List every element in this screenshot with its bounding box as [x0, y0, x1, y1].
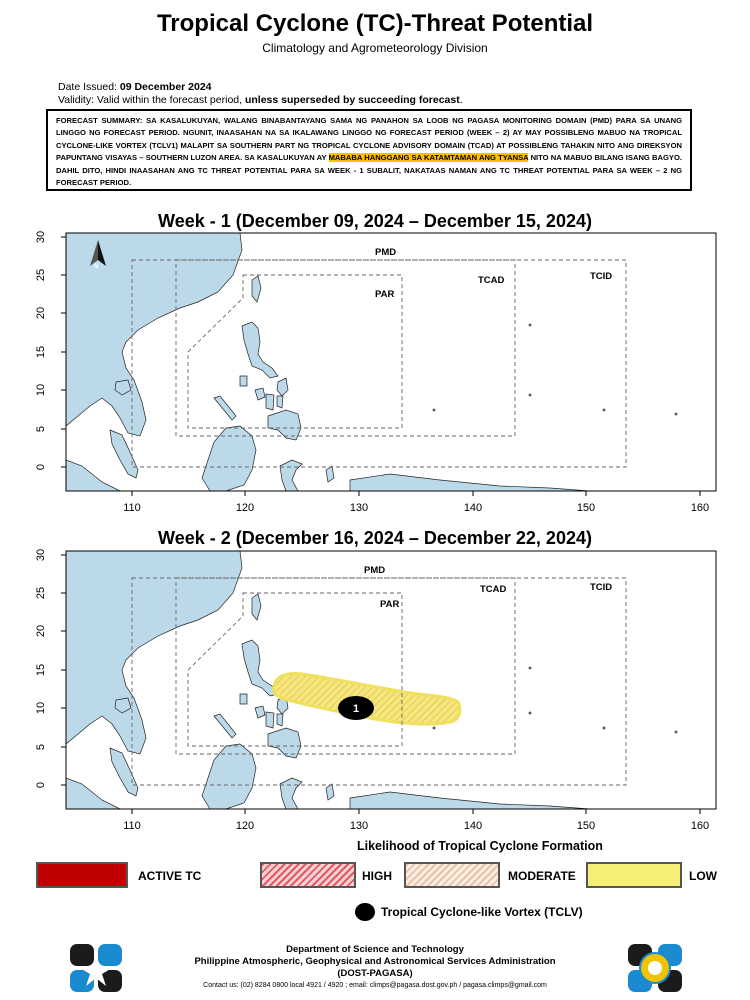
islet	[603, 409, 605, 411]
week1-map	[30, 230, 720, 522]
legend-low-swatch	[586, 862, 682, 888]
footer	[120, 944, 630, 992]
legend-tclv-icon	[355, 903, 375, 921]
issue-info	[58, 81, 463, 107]
y-tick: 25	[35, 586, 47, 600]
y-tick: 5	[35, 425, 47, 433]
y-tick: 20	[35, 306, 47, 320]
y-tick: 30	[35, 230, 47, 244]
validity-bold: unless superseded by succeeding forecast	[244, 94, 460, 106]
legend-active-swatch	[36, 862, 128, 888]
y-tick: 15	[35, 663, 47, 677]
x-tick: 120	[235, 820, 255, 832]
page-subtitle: Climatology and Agrometeorology Division	[262, 41, 488, 55]
north-label: N	[94, 264, 99, 270]
x-tick: 140	[463, 502, 483, 514]
islet	[433, 727, 435, 729]
summary-highlight: MABABA HANGGANG SA KATAMTAMAN ANG TYANSA	[328, 153, 529, 163]
legend-high-label: HIGH	[362, 869, 392, 883]
par-label: PAR	[380, 599, 400, 610]
footer-line1: Department of Science and Technology	[286, 944, 464, 955]
y-tick: 0	[35, 781, 47, 789]
mindoro-island	[240, 694, 247, 704]
date-issued-label: Date Issued:	[58, 81, 117, 93]
islet	[529, 324, 531, 326]
legend-title: Likelihood of Tropical Cyclone Formation	[357, 839, 603, 853]
validity-end: .	[459, 94, 463, 106]
footer-contact: Contact us: (02) 8284 0800 local 4921 / 4920 ; email: climps@pagasa.dost.gov.ph / pagasa.climps@gmail.com	[203, 982, 547, 989]
par-label: PAR	[375, 289, 395, 300]
pagasa-logo-icon	[626, 940, 686, 998]
negros-cebu	[266, 394, 274, 410]
legend-low-label: LOW	[689, 869, 717, 883]
y-tick: 30	[35, 548, 47, 562]
y-tick: 25	[35, 268, 47, 282]
tcid-label: TCID	[590, 271, 613, 282]
x-tick: 160	[690, 820, 710, 832]
dost-logo-icon	[66, 940, 128, 996]
y-tick: 5	[35, 743, 47, 751]
tcad-label: TCAD	[480, 584, 507, 595]
legend-active-label: ACTIVE TC	[138, 869, 202, 883]
negros-cebu	[266, 712, 274, 728]
summary-text-2: NITO NA MABUO BILANG ISANG BAGYO. DAHIL DITO, HINDI INAASAHAN ANG TC THREAT POTENTIAL PARA SA WEEK - 1 SUBALIT, NAKATAAS NAMAN ANG TC THREAT POTENTIAL PARA SA WEEK – 2 NG FORECAST PERIOD.	[56, 153, 682, 188]
tclv-marker	[338, 696, 374, 720]
leyte-island	[277, 396, 283, 408]
islet	[529, 394, 531, 396]
x-tick: 150	[576, 820, 596, 832]
islet	[529, 667, 531, 669]
y-tick: 10	[35, 701, 47, 715]
footer-line2: Philippine Atmospheric, Geophysical and Astronomical Services Administration	[194, 956, 556, 967]
legend-moderate-swatch	[404, 862, 500, 888]
x-tick: 140	[463, 820, 483, 832]
y-tick: 15	[35, 345, 47, 359]
legend-high-swatch	[260, 862, 356, 888]
y-tick: 0	[35, 463, 47, 471]
tcid-label: TCID	[590, 582, 613, 593]
forecast-summary	[46, 109, 692, 191]
y-tick: 10	[35, 383, 47, 397]
week2-map	[30, 548, 720, 840]
week1-title: Week - 1 (December 09, 2024 – December 15, 2024)	[158, 211, 592, 231]
islet	[433, 409, 435, 411]
x-tick: 120	[235, 502, 255, 514]
x-tick: 110	[123, 820, 141, 832]
x-tick: 150	[576, 502, 596, 514]
y-tick: 20	[35, 624, 47, 638]
x-tick: 130	[349, 820, 369, 832]
tclv-id: 1	[352, 703, 360, 715]
x-tick: 130	[349, 502, 369, 514]
footer-line3: (DOST-PAGASA)	[337, 968, 413, 979]
date-issued-value: 09 December 2024	[119, 81, 212, 93]
pmd-label: PMD	[375, 247, 397, 258]
islet	[529, 712, 531, 714]
x-tick: 110	[123, 502, 141, 514]
x-tick: 160	[690, 502, 710, 514]
islet	[603, 727, 605, 729]
legend-tclv-label: Tropical Cyclone-like Vortex (TCLV)	[381, 905, 583, 919]
page-title: Tropical Cyclone (TC)-Threat Potential	[156, 10, 594, 37]
validity-label: Validity: Valid within the forecast period,	[58, 94, 243, 106]
islet	[675, 731, 677, 733]
leyte-island	[277, 714, 283, 726]
summary-text-1: FORECAST SUMMARY: SA KASALUKUYAN, WALANG BINABANTAYANG SAMA NG PANAHON SA LOOB NG PAGASA MONITORING DOMAIN (PMD) PARA SA UNANG LINGGO NG FORECAST PERIOD. NGUNIT, INAASAHAN NA SA IKALAWANG LINGGO NG FORECAST PERIOD (WEEK – 2) AY MAY POSSIBLENG MABUO NA TROPICAL CYCLONE-LIKE VORTEX (TCLV1) MALAPIT SA SOUTHERN PART NG TROPICAL CYCLONE ADVISORY DOMAIN (TCAD) AT POSSIBLENG TAHAKIN NITO ANG DIREKSYON PAPUNTANG VISAYAS – SOUTHERN LUZON AREA. SA KASALUKUYAN AY	[56, 116, 682, 163]
islet	[675, 413, 677, 415]
tcad-label: TCAD	[478, 275, 505, 286]
pmd-label: PMD	[364, 565, 386, 576]
mindoro-island	[240, 376, 247, 386]
legend-moderate-label: MODERATE	[508, 869, 576, 883]
week2-title: Week - 2 (December 16, 2024 – December 22, 2024)	[158, 528, 592, 548]
